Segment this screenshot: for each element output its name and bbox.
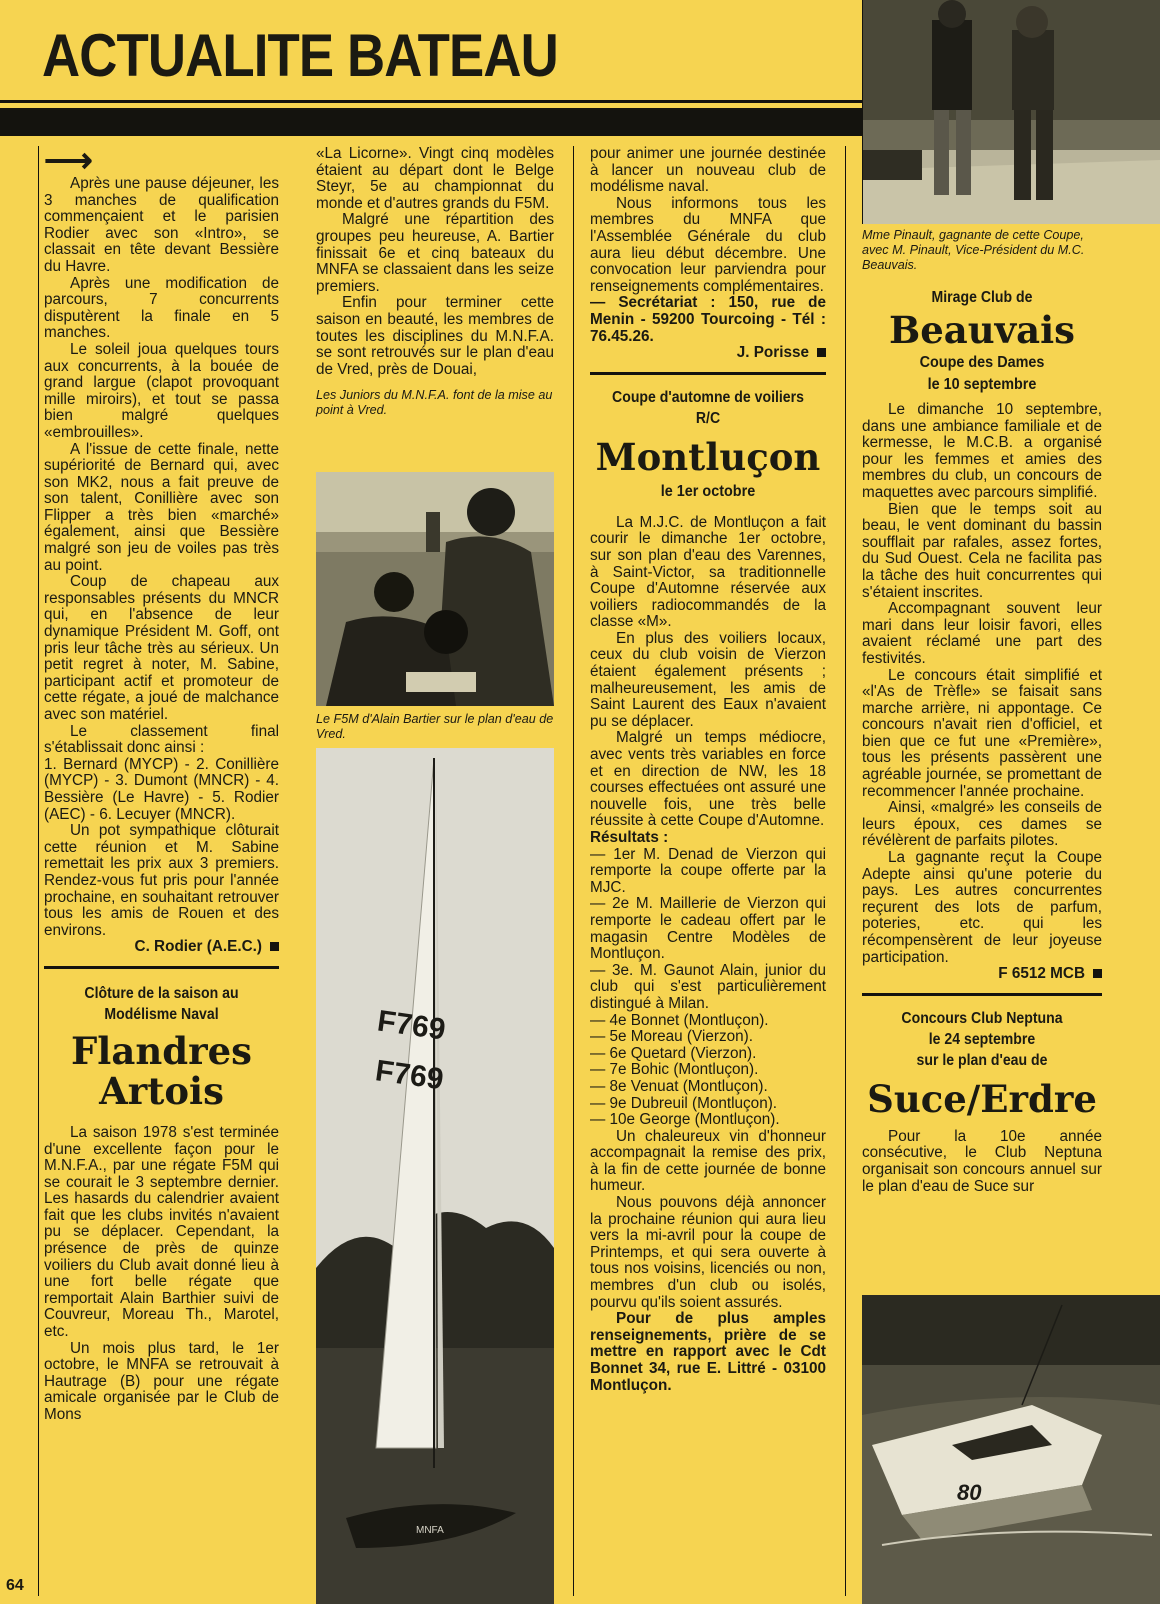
photo-caption: Le F5M d'Alain Bartier sur le plan d'eau de Vred. xyxy=(316,712,554,741)
result-item: — 10e George (Montluçon). xyxy=(590,1111,780,1129)
paragraph: Pour la 10e année consécutive, le Club Neptuna organisait son concours annuel sur le plan d'eau de Suce sur xyxy=(862,1127,1102,1195)
section-subhead: le 1er octobre xyxy=(660,482,756,500)
boat-number: 80 xyxy=(957,1480,982,1505)
paragraph: Bien que le temps soit au beau, le vent dominant du bassin soufflait par rafales, assez fortes, du Sud Ouest. Cela ne facilita pas la tâche des huit concurrentes qui s'étaient inscrites. xyxy=(862,500,1102,601)
results-label: Résultats : xyxy=(590,829,669,846)
result-item: — 7e Bohic (Montluçon). xyxy=(590,1061,759,1079)
photo-juniors xyxy=(316,472,554,706)
section-headline: Beauvais xyxy=(888,308,1076,352)
photo-powerboat xyxy=(862,1295,1160,1604)
section-kicker: Coupe d'automne de voiliers R/C xyxy=(612,388,804,427)
paragraph: Malgré un temps médiocre, avec vents très variables en force et en direction de NW, les 18 courses effectuées ont assuré une nouvelle fois, une très belle réussite à cette Coupe d'Automne. xyxy=(590,729,826,830)
paragraph: Le classement final s'établissait donc ainsi : xyxy=(44,722,279,757)
paragraph: Le dimanche 10 septembre, dans une ambiance familiale et de kermesse, le M.C.B. a organisé pour les femmes et amies des membres du club, un concours de maquettes avec parcours simplifié. xyxy=(862,401,1102,501)
section-kicker: Concours Club Neptuna xyxy=(901,1009,1063,1027)
paragraph: Coup de chapeau aux responsables présents du MNCR qui, en l'absence de leur dynamique Président M. Goff, ont pris leur tâche très au sérieux. Un petit regret à noter, M. Sabine, participant actif et promoteur de cette régate, a joué de malchance avec son matériel. xyxy=(44,573,279,723)
section-subhead: le 10 septembre xyxy=(927,376,1037,393)
paragraph: Le soleil joua quelques tours aux concurrents, à la bouée de grand largue (clapot provoquant mille miroirs), et tout se passa bien malgré quelques «embrouilles». xyxy=(44,340,279,441)
paragraph: pour animer une journée destinée à lancer un nouveau club de modélisme naval. xyxy=(590,145,826,196)
result-item: — 3e. M. Gaunot Alain, junior du club qui s'est particulièrement distingué à Milan. xyxy=(590,961,826,1012)
paragraph: La gagnante reçut la Coupe Adepte ainsi qu'une poterie du pays. Les autres concurrentes reçurent des lots de parfum, poteries, etc. qui les récompensèrent de leur joyeuse participation. xyxy=(862,849,1102,966)
paragraph: Accompagnant souvent leur mari dans leur loisir favori, elles avaient réclamé une part des festivités. xyxy=(862,600,1102,667)
result-item: — 6e Quetard (Vierzon). xyxy=(590,1044,757,1062)
sail-number-mirrored: F769 xyxy=(375,1004,448,1047)
section-kicker: Mirage Club de xyxy=(931,289,1033,306)
section-headline: Montluçon xyxy=(595,434,821,479)
arrow-icon: ⟶ xyxy=(44,142,93,180)
paragraph: Le concours était simplifié et «l'As de Trèfle» se faisait sans marche arrière, ni appontage. Ce concours n'avait rien d'officiel, et bien que ce fut une «Première», tous les présents passèrent une agréable journée, se promettant de recommencer l'année prochaine. xyxy=(862,666,1102,800)
signature: C. Rodier (A.E.C.) xyxy=(44,939,279,956)
result-item: — 9e Dubreuil (Montluçon). xyxy=(590,1094,778,1112)
paragraph: La saison 1978 s'est terminée d'une excellente façon pour le M.N.F.A., par une régate F5M qui se courait le 3 septembre dernier. Les hasards du calendrier avaient fait que les clubs invités n'avaient pu se déplacer. Cependant, la présence de près de quinze voiliers du Club avait donné lieu à une fort belle régate que remportait Alain Barthier suivi de Couvreur, Moreau Th., Marotel, etc. xyxy=(44,1123,279,1341)
paragraph: Nous pouvons déjà annoncer la prochaine réunion qui aura lieu vers la mi-avril pour la coupe de Printemps, et qui sera ouverte à tous nos voisins, licenciés ou non, membres d'un club ou isolés, pourvu qu'ils soient assurés. xyxy=(590,1194,826,1311)
column-1 xyxy=(44,142,279,1424)
paragraph: A l'issue de cette finale, nette supériorité de Bernard qui, avec son MK2, nous a fait preuve de son talent, Conillière avec son Flipper a très bien «marché» également, ainsi que Bessière malgré son jeu de voiles pas très au point. xyxy=(44,440,279,574)
photo-sailboat xyxy=(316,748,554,1604)
result-item: — 1er M. Denad de Vierzon qui remporte la coupe offerte par la MJC. xyxy=(590,845,826,896)
paragraph: Enfin pour terminer cette saison en beauté, les membres de toutes les disciplines du M.N.F.A. se sont retrouvés sur le plan d'eau de Vred, près de Douai, xyxy=(316,294,554,378)
photo-pinault xyxy=(862,0,1160,224)
paragraph: Un pot sympathique clôturait cette réunion et M. Sabine remettait les prix aux 3 premiers. Rendez-vous fut pris pour l'année prochaine, en souhaitant retrouver tous les amis de Rouen et des environs. xyxy=(44,822,279,939)
signature: F 6512 MCB xyxy=(862,966,1102,983)
paragraph: Après une modification de parcours, 7 concurrents disputèrent la finale en 5 manches. xyxy=(44,274,279,342)
section-divider xyxy=(44,966,279,969)
section-kicker: le 24 septembre xyxy=(928,1030,1036,1048)
result-item: — 2e M. Maillerie de Vierzon qui remporte le cadeau offert par le magasin Centre Modèles de Montluçon. xyxy=(590,895,826,963)
section-headline: Suce/Erdre xyxy=(867,1076,1097,1121)
sail-number: F769 xyxy=(373,1054,446,1097)
photo-caption: Mme Pinault, gagnante de cette Coupe, avec M. Pinault, Vice-Président du M.C. Beauvais. xyxy=(862,228,1085,272)
paragraph: Malgré une répartition des groupes peu heureuse, A. Bartier finissait 6e et cinq bateaux du MNFA se classaient dans les seize premiers. xyxy=(316,211,554,295)
secretariat-address: — Secrétariat : 150, rue de Menin - 59200 Tourcoing - Tél : 76.45.26. xyxy=(590,294,826,345)
result-item: — 4e Bonnet (Montluçon). xyxy=(590,1011,769,1029)
column-rule xyxy=(573,146,574,1596)
photo-caption: Les Juniors du M.N.F.A. font de la mise au point à Vred. xyxy=(316,388,553,418)
result-item: — 5e Moreau (Vierzon). xyxy=(590,1028,753,1046)
paragraph: La M.J.C. de Montluçon a fait courir le dimanche 1er octobre, sur son plan d'eau des Varennes, à Saint-Victor, sa traditionnelle Coupe d'Automne réservée aux voiliers radiocommandés de la classe «M». xyxy=(590,513,826,631)
hull-text: MNFA xyxy=(416,1525,444,1536)
ranking: 1. Bernard (MYCP) - 2. Conillière (MYCP) - 3. Dumont (MNCR) - 4. Bessière (Le Havre) - 5. Rodier (AEC) - 6. Lecuyer (MNCR). xyxy=(44,755,279,823)
section-kicker: sur le plan d'eau de xyxy=(916,1051,1048,1069)
paragraph: Un mois plus tard, le 1er octobre, le MNFA se retrouvait à Hautrage (B) pour une régate amicale organisée par le Club de Mons xyxy=(44,1339,279,1423)
column-rule xyxy=(845,146,846,1596)
section-headline: Flandres Artois xyxy=(71,1028,252,1113)
header-divider-thin xyxy=(0,100,862,103)
column-2 xyxy=(316,146,554,418)
section-kicker: Clôture de la saison au Modélisme Naval xyxy=(84,984,239,1023)
page-number: 64 xyxy=(6,1577,24,1594)
column-3 xyxy=(590,146,826,1394)
signature: J. Porisse xyxy=(590,345,826,362)
paragraph: Après une pause déjeuner, les 3 manches de qualification commençaient et le parisien Rodier avec son «Intro», se classait en tête devant Bessière du Havre. xyxy=(44,175,279,275)
paragraph: Ainsi, «malgré» les conseils de leurs époux, ces dames se révélèrent de parfaits pilotes. xyxy=(862,799,1102,850)
paragraph: Un chaleureux vin d'honneur accompagnait la remise des prix, à la fin de cette journée de bonne humeur. xyxy=(590,1127,826,1195)
page-title: ACTUALITE BATEAU xyxy=(42,22,558,89)
section-subhead: Coupe des Dames xyxy=(919,354,1045,371)
section-divider xyxy=(862,993,1102,996)
result-item: — 8e Venuat (Montluçon). xyxy=(590,1077,768,1095)
column-rule xyxy=(38,146,39,1596)
photo-border xyxy=(862,0,863,224)
paragraph: Nous informons tous les membres du MNFA que l'Assemblée Générale du club aura lieu début décembre. Une convocation leur parviendra pour renseignements complémentaires. xyxy=(590,194,826,295)
contact-info: Pour de plus amples renseignements, prière de se mettre en rapport avec le Cdt Bonnet 34, rue E. Littré - 03100 Montluçon. xyxy=(590,1310,826,1394)
paragraph: «La Licorne». Vingt cinq modèles étaient au départ dont le Belge Steyr, 5e au championnat du monde et d'autres grands du F5M. xyxy=(316,145,554,212)
column-4 xyxy=(862,228,1102,1195)
paragraph: En plus des voiliers locaux, ceux du club voisin de Vierzon étaient également présents ; malheureusement, les amis de Saint Laurent des Eaux n'avaient pu se déplacer. xyxy=(590,629,826,730)
section-divider xyxy=(590,372,826,375)
